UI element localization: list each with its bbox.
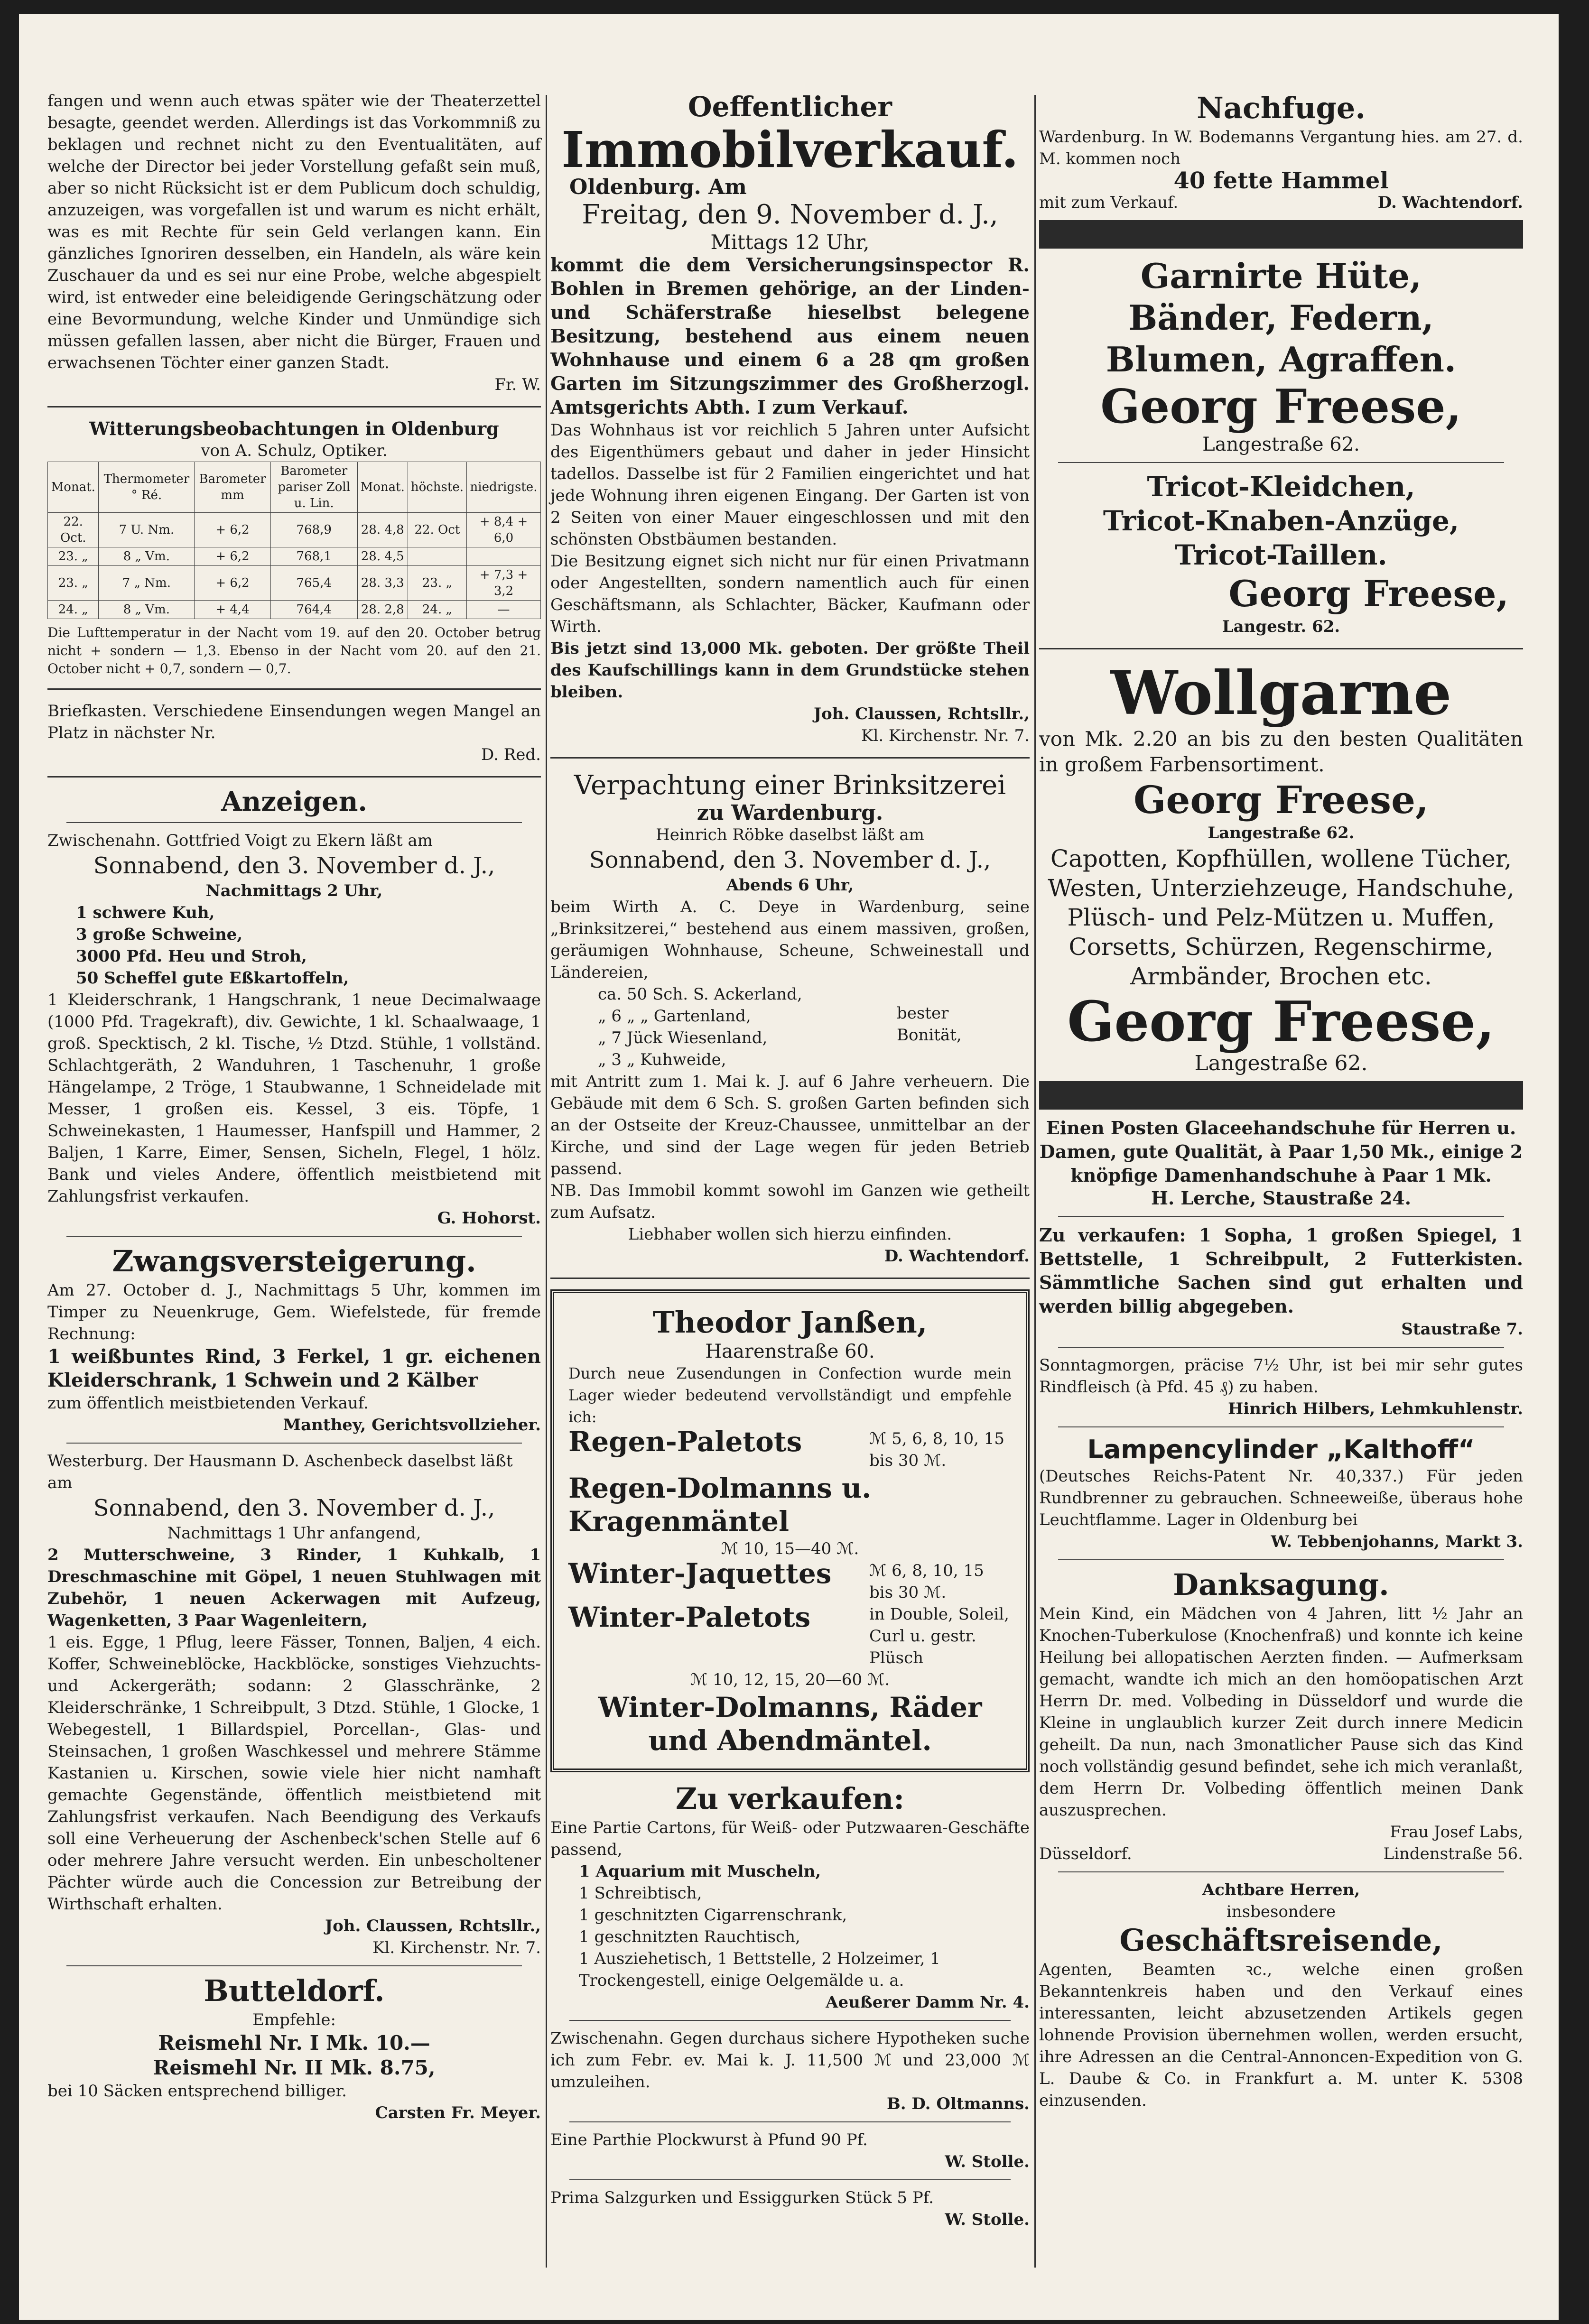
verpachtung-subtitle: zu Wardenburg. [697, 801, 883, 825]
ad-westerburg-address: Kl. Kirchenstr. Nr. 7. [372, 1938, 541, 1957]
weather-note: Die Lufttemperatur in der Nacht vom 19. auf den 20. October betrug nicht + sondern — 1,3. Ebenso in der Nacht vom 20. auf den 21. October nicht + 0,7, sondern — 0,7. [47, 625, 541, 676]
zwangsversteigerung-title: Zwangsversteigerung. [112, 1244, 476, 1278]
table-header: Barometer pariser Zoll u. Lin. [270, 462, 357, 513]
immobil-address: Kl. Kirchenstr. Nr. 7. [861, 726, 1030, 745]
janssen-address: Haarenstraße 60. [705, 1341, 875, 1362]
gurken-text: Prima Salzgurken und Essiggurken Stück 5 Pf. [550, 2188, 934, 2207]
divider [1058, 1426, 1504, 1427]
verpachtung-intro: Heinrich Röbke daselbst läßt am [656, 825, 924, 844]
column-1 [47, 90, 541, 2124]
divider [66, 1236, 522, 1237]
janssen-item: Regen-Dolmanns u. Kragenmäntel [568, 1472, 872, 1537]
table-header: Thermometer ° Ré. [99, 462, 195, 513]
wollgarne-title: Wollgarne [1110, 658, 1452, 728]
verpachtung-date: Sonnabend, den 3. November d. J., [589, 847, 991, 873]
list-item: 1 geschnitzten Cigarrenschrank, [579, 1906, 847, 1925]
danksagung-footer: Düsseldorf. Lindenstraße 56. [1039, 1844, 1523, 1863]
verpachtung-title: Verpachtung einer Brinksitzerei [574, 770, 1006, 801]
list-item: 1 Ausziehetisch, 1 Bettstelle, 2 Holzeimer, 1 Trockengestell, einige Oelgemälde u. a. [579, 1949, 940, 1990]
danksagung-title: Danksagung. [1173, 1567, 1389, 1602]
black-bar [1039, 1081, 1523, 1110]
ad-westerburg-text: 1 eis. Egge, 1 Pflug, leere Fässer, Tonnen, Baljen, 4 eich. Koffer, Schweineblöcke, Hackblöcke, sonstiges Viehzuchts- und Ackergeräth; sodann: 2 Glasschränke, 2 Kleiderschränke, 1 Schreibpult, 3 Dtzd. Stühle, 1 Glocke, 1 Webegestell, 1 Billardspiel, Porcellan-, Glas- und Steinsachen, 1 großen Waschkessel und mehrere Stämme Kastanien u. Kirschen, sowie viele hier nicht namhaft gemachte Gegenstände, öffentlich meistbietend mit Zahlungsfrist verkaufen. Nach Beendigung des Verkaufs soll eine Verheuerung der Aschenbeck'schen Stelle auf 6 oder mehrere Jahre versucht werden. Ein unbescholtener Pächter würde auch die Concession zur Betreibung der Wirthschaft erhalten. [47, 1633, 541, 1914]
plockwurst-signature: W. Stolle. [945, 2152, 1030, 2171]
table-header: höchste. [408, 462, 466, 513]
briefkasten: Briefkasten. Verschiedene Einsendungen wegen Mangel an Platz in nächster Nr. [47, 702, 541, 742]
divider [550, 1278, 1030, 1279]
janssen-ad-box [550, 1289, 1030, 1772]
freese-address: Langestraße 62. [1194, 1051, 1368, 1075]
briefkasten-signature: D. Red. [481, 745, 541, 764]
freese-address: Langestr. 62. [1222, 617, 1340, 636]
list-item: „ 6 „ „ Gartenland, [598, 1007, 751, 1026]
immobil-date: Freitag, den 9. November d. J., [582, 199, 998, 230]
theater-article: fangen und wenn auch etwas später wie der Theaterzettel besagte, geendet werden. Allerdings ist das Vorkommniß zu beklagen und rechnet nicht zu den Eventualitäten, auf welche der Director bei jeder Vorstellung gefaßt sein muß, aber so nicht Rücksicht ist er dem Publicum doch schuldig, anzuzeigen, was vorgefallen ist und warum es nicht erhält, was es mit Rechte für sein Geld verlangen kann. Ein gänzliches Ignoriren desselben, ein Handeln, als wäre kein Zuschauer da und es sei nur eine Probe, welche abgespielt wird, ist entweder eine beleidigende Geringschätzung oder eine Bevormundung, welche Kinder und Unmündige sich müssen gefallen lassen, aber nicht die Bürger, Frauen und erwachsenen Töchter einer ganzen Stadt. [47, 92, 541, 372]
immobil-bold-text: kommt die dem Versicherungsinspector R. Bohlen in Bremen gehörige, an der Linden- und Schäferstraße hieselbst belegene Besitzung, bestehend aus einem neuen Wohnhause und einem 6 a 28 qm großen Garten im Sitzungszimmer des Großherzogl. Amtsgerichts Abth. I zum Verkauf. [550, 254, 1030, 418]
geschaeftsreisende-title: Geschäftsreisende, [1119, 1923, 1443, 1958]
janssen-price: ℳ 10, 12, 15, 20—60 ℳ. [690, 1670, 890, 1689]
nachfuge-title: Nachfuge. [1197, 91, 1366, 125]
weather-table [47, 462, 541, 619]
zwangsversteigerung-signature: Manthey, Gerichtsvollzieher. [283, 1416, 541, 1435]
freese-address: Langestraße 62. [1202, 434, 1360, 455]
nachfuge-text: Wardenburg. In W. Bodemanns Vergantung hies. am 27. d. M. kommen noch [1039, 128, 1523, 168]
divider [47, 688, 541, 690]
sopha-text: Zu verkaufen: 1 Sopha, 1 großen Spiegel, 1 Bettstelle, 1 Schreibpult, 2 Futterkisten. Sämmtliche Sachen sind gut erhalten und werden billig abgegeben. [1039, 1224, 1523, 1317]
butteldorf-line: Reismehl Nr. I Mk. 10.— [158, 2031, 430, 2055]
rindfleisch-signature: Hinrich Hilbers, Lehmkuhlenstr. [1228, 1399, 1523, 1418]
immobil-time: Mittags 12 Uhr, [710, 231, 870, 254]
divider [1058, 1871, 1504, 1872]
nachfuge-footer: mit zum Verkauf. D. Wachtendorf. [1039, 193, 1523, 212]
table-row: 24. „ 8 „ Vm. + 4,4 764,4 28. 2,8 24. „ — [48, 601, 541, 619]
lampencylinder-signature: W. Tebbenjohanns, Markt 3. [1271, 1532, 1523, 1551]
divider [1058, 462, 1504, 463]
tricot-line: Tricot-Kleidchen, [1147, 471, 1415, 503]
zwangsversteigerung-items: 1 weißbuntes Rind, 3 Ferkel, 1 gr. eichenen Kleiderschrank, 1 Schwein und 2 Kälber [47, 1345, 541, 1391]
janssen-item: Winter-Dolmanns, Räder und Abendmäntel. [598, 1691, 982, 1757]
section-heading: Anzeigen. [221, 786, 367, 817]
weather-subtitle: von A. Schulz, Optiker. [201, 441, 388, 460]
janssen-price: ℳ 10, 15—40 ℳ. [721, 1539, 859, 1558]
sopha-signature: Staustraße 7. [1401, 1320, 1523, 1339]
divider [66, 1965, 522, 1966]
freese-name: Georg Freese, [1228, 573, 1509, 615]
freese-hats-line: Blumen, Agraffen. [1106, 339, 1457, 380]
divider [569, 2179, 1011, 2180]
verpachtung-nb: NB. Das Immobil kommt sowohl im Ganzen wie getheilt zum Aufsatz. [550, 1181, 1030, 1222]
geschaeft-heading: Achtbare Herren, [1202, 1880, 1360, 1899]
zwischenahn-signature: B. D. Oltmanns. [886, 2094, 1030, 2113]
immobilverkauf-title: Immobilverkauf. [561, 120, 1019, 179]
table-row: 23. „ 8 „ Vm. + 6,2 768,1 28. 4,5 [48, 547, 541, 566]
lampencylinder-title: Lampencylinder „Kalthoff“ [1087, 1435, 1475, 1464]
divider [569, 2020, 1011, 2021]
freese-hats-line: Garnirte Hüte, [1140, 256, 1422, 296]
zu-verkaufen-text: Eine Partie Cartons, für Weiß- oder Putzwaaren-Geschäfte passend, [550, 1818, 1030, 1859]
wollgarne-text: von Mk. 2.20 an bis zu den besten Qualitäten in großem Farbensortiment. [1039, 727, 1523, 776]
verpachtung-list [550, 983, 1030, 1071]
divider [1058, 1216, 1504, 1217]
lampencylinder-text: (Deutsches Reichs-Patent Nr. 40,337.) Für jeden Rundbrenner zu gebrauchen. Schneeweiße, überaus hohe Leuchtflamme. Lager in Oldenburg bei [1039, 1467, 1523, 1529]
verpachtung-signature: D. Wachtendorf. [884, 1247, 1030, 1266]
table-row: 23. „ 7 „ Nm. + 6,2 765,4 28. 3,3 23. „ + 7,3 + 3,2 [48, 566, 541, 601]
divider [66, 1443, 522, 1444]
ad-westerburg-time: Nachmittags 1 Uhr anfangend, [167, 1524, 421, 1543]
geschaeftsreisende-text: Agenten, Beamten ꝛc., welche einen großen Bekanntenkreis haben und den Verkauf eines interessanten, leicht abzusetzenden Artikels gegen lohnende Provision übernehmen wollen, werden ersucht, ihre Adressen an die Central-Annoncen-Expedition von G. L. Daube & Co. in Frankfurt a. M. unter K. 5308 einzusenden. [1039, 1960, 1523, 2110]
danksagung-text: Mein Kind, ein Mädchen von 4 Jahren, litt ½ Jahr an Knochen-Tuberkulose (Knochenfraß) und konnte ich keine Heilung bei allopatischen Aerzten finden. — Aufmerksam gemacht, wandte ich mich an den homöopatischen Arzt Herrn Dr. med. Volbeding in Düsseldorf und wurde die Kleine in unglaublich kurzer Zeit durch innere Medicin geheilt. Da nun, nach 3monatlicher Pause sich das Kind noch vollständig gesund befindet, sehe ich mich veranlaßt, dem Herrn Dr. Volbeding öffentlich meinen Dank auszusprechen. [1039, 1604, 1523, 1820]
immobil-text: Die Besitzung eignet sich nicht nur für einen Privatmann oder Angestellten, sondern namentlich auch für einen Geschäftsmann, als Schlachter, Bäcker, Kaufmann oder Wirth. [550, 552, 1030, 636]
janssen-name: Theodor Janßen, [652, 1305, 928, 1340]
table-header: Barometer mm [195, 462, 271, 513]
table-header: Monat. [357, 462, 408, 513]
list-item: ca. 50 Sch. S. Ackerland, [598, 985, 802, 1004]
list-item: 1 Aquarium mit Muscheln, [579, 1862, 821, 1881]
tricot-line: Tricot-Taillen. [1175, 539, 1387, 571]
tricot-line: Tricot-Knaben-Anzüge, [1103, 505, 1459, 537]
plockwurst-text: Eine Parthie Plockwurst à Pfund 90 Pf. [550, 2130, 868, 2149]
newspaper-page [19, 14, 1559, 2320]
verpachtung-time: Abends 6 Uhr, [726, 876, 854, 895]
list-item: 1 Schreibtisch, [579, 1884, 702, 1903]
freese-hats-line: Bänder, Federn, [1128, 297, 1434, 338]
divider [550, 757, 1030, 759]
zwangsversteigerung-text: Am 27. October d. J., Nachmittags 5 Uhr, kommen im Timper zu Neuenkruge, Gem. Wiefelstede, für fremde Rechnung: [47, 1281, 541, 1343]
nachfuge-big: 40 fette Hammel [1173, 167, 1389, 194]
black-bar [1039, 220, 1523, 249]
column-2 [550, 90, 1030, 2231]
list-item: „ 3 „ Kuhweide, [598, 1050, 726, 1069]
list-item: 3000 Pfd. Heu und Stroh, [76, 947, 307, 966]
list-item: 50 Scheffel gute Eßkartoffeln, [76, 969, 349, 988]
freese-name: Georg Freese, [1067, 990, 1495, 1054]
zu-verkaufen-title: Zu verkaufen: [675, 1781, 905, 1816]
geschaeft-subheading: insbesondere [1226, 1902, 1336, 1921]
glace-text: Einen Posten Glaceehandschuhe für Herren u. Damen, gute Qualität, à Paar 1,50 Mk., einige 2 knöpfige Damenhandschuhe à Paar 1 Mk. [1039, 1117, 1523, 1186]
divider [1058, 1559, 1504, 1560]
freese-name: Georg Freese, [1100, 380, 1462, 434]
article-signature: Fr. W. [494, 375, 541, 394]
list-item: 1 geschnitzten Rauchtisch, [579, 1927, 800, 1946]
butteldorf-signature: Carsten Fr. Meyer. [375, 2103, 541, 2122]
janssen-item: Regen-Paletots ℳ 5, 6, 8, 10, 15 bis 30 ℳ. [568, 1426, 1005, 1470]
ad-voigt-intro: Zwischenahn. Gottfried Voigt zu Ekern läßt am [47, 831, 433, 850]
ad-voigt-time: Nachmittags 2 Uhr, [205, 881, 383, 900]
immobil-signature: Joh. Claussen, Rchtsllr., [813, 704, 1030, 723]
capotten-text: Capotten, Kopfhüllen, wollene Tücher, Westen, Unterziehzeuge, Handschuhe, Plüsch- und Pelz-Mützen u. Muffen, Corsetts, Schürzen, Regenschirme, Armbänder, Brochen etc. [1048, 845, 1515, 990]
butteldorf-empfehle: Empfehle: [252, 2010, 336, 2029]
ad-voigt-date: Sonnabend, den 3. November d. J., [93, 852, 495, 879]
butteldorf-line: Reismehl Nr. II Mk. 8.75, [153, 2056, 436, 2079]
zwangsversteigerung-end: zum öffentlich meistbietenden Verkauf. [47, 1394, 369, 1413]
janssen-item: Winter-Jaquettes ℳ 6, 8, 10, 15 bis 30 ℳ. [568, 1557, 984, 1602]
zu-verkaufen-signature: Aeußerer Damm Nr. 4. [826, 1993, 1030, 2012]
freese-name: Georg Freese, [1134, 778, 1429, 822]
list-item: „ 7 Jück Wiesenland, [598, 1028, 768, 1047]
column-divider [1034, 95, 1036, 2268]
butteldorf-title: Butteldorf. [204, 1973, 385, 2008]
ad-voigt-text: 1 Kleiderschrank, 1 Hangschrank, 1 neue Decimalwaage (1000 Pfd. Tragekraft), div. Gewichte, 1 kl. Schaalwaage, 1 groß. Specktisch, 2 kl. Tische, ½ Dtzd. Stühle, 1 vollständ. Schlachtgeräth, 2 Wanduhren, 1 Taschenuhr, 1 große Hängelampe, 2 Tröge, 1 Staubwanne, 1 Schneidelade mit Messer, 1 großen eis. Kessel, 3 eis. Töpfe, 1 Schweinekasten, 1 Haumesser, Hanfspill und Hammer, 2 Baljen, 1 Karre, Eimer, Sensen, Sicheln, Flegel, 1 hölz. Bank und vieles Andere, öffentlich meistbietend mit Zahlungsfrist verkaufen. [47, 991, 541, 1206]
immobil-text: Das Wohnhaus ist vor reichlich 5 Jahren unter Aufsicht des Eigenthümers gebaut und daher in jeder Hinsicht tadellos. Dasselbe ist für 2 Familien eingerichtet und hat jede Wohnung ihren eigenen Eingang. Der Garten ist von 2 Seiten von einer Mauer eingeschlossen und mit den schönsten Obstbäumen bestanden. [550, 421, 1030, 549]
verpachtung-note: Liebhaber wollen sich hierzu einfinden. [628, 1225, 952, 1244]
verpachtung-bonitaet: bester Bonität, [897, 1004, 962, 1045]
verpachtung-text: mit Antritt zum 1. Mai k. J. auf 6 Jahre verheuern. Die Gebäude mit dem 6 Sch. S. großen Garten befinden sich an der Ostseite der Kreuz-Chaussee, unmittelbar an der Kirche, und sind der Lage wegen für jeden Betrieb passend. [550, 1072, 1030, 1178]
ad-westerburg-intro: Westerburg. Der Hausmann D. Aschenbeck daselbst läßt am [47, 1452, 513, 1492]
gurken-signature: W. Stolle. [945, 2210, 1030, 2229]
ad-westerburg-bold: 2 Mutterschweine, 3 Rinder, 1 Kuhkalb, 1 Dreschmaschine mit Göpel, 1 neuen Stuhlwagen mit Zubehör, 1 neuen Ackerwagen mit Aufzeug, Wagenketten, 3 Paar Wagenleitern, [47, 1546, 541, 1630]
divider [1039, 648, 1523, 649]
danksagung-signature: Frau Josef Labs, [1390, 1823, 1523, 1842]
divider [66, 822, 522, 823]
butteldorf-note: bei 10 Säcken entsprechend billiger. [47, 2082, 347, 2101]
immobil-place: Oldenburg. Am [569, 175, 747, 199]
weather-title: Witterungsbeobachtungen in Oldenburg [89, 418, 499, 439]
table-header: Monat. [48, 462, 99, 513]
list-item: 1 schwere Kuh, [76, 903, 215, 922]
divider [47, 776, 541, 778]
ad-westerburg-signature: Joh. Claussen, Rchtsllr., [325, 1917, 541, 1935]
ad-westerburg-date: Sonnabend, den 3. November d. J., [93, 1495, 495, 1521]
ad-voigt-signature: G. Hohorst. [437, 1209, 541, 1228]
janssen-text: Durch neue Zusendungen in Confection wurde mein Lager wieder bedeutend vervollständigt und empfehle ich: [568, 1364, 1012, 1426]
column-divider [546, 95, 547, 2268]
table-row: 22. Oct. 7 U. Nm. + 6,2 768,9 28. 4,8 22. Oct + 8,4 + 6,0 [48, 513, 541, 547]
janssen-item: Winter-Paletots in Double, Soleil, Curl u. gestr. Plüsch [568, 1601, 1009, 1667]
column-3 [1039, 90, 1523, 2111]
divider [1058, 1347, 1504, 1348]
glace-signature: H. Lerche, Staustraße 24. [1151, 1187, 1411, 1209]
divider [569, 2121, 1011, 2122]
zwischenahn-text: Zwischenahn. Gegen durchaus sichere Hypotheken suche ich zum Febr. ev. Mai k. J. 11,500 ℳ und 23,000 ℳ umzuleihen. [550, 2029, 1030, 2092]
verpachtung-text: beim Wirth A. C. Deye in Wardenburg, seine „Brinksitzerei,“ bestehend aus einem massiven, großen, geräumigen Wohnhause, Scheune, Schweinestall und Ländereien, [550, 898, 1030, 982]
table-header: niedrigste. [467, 462, 541, 513]
oeffentlicher-heading: Oeffentlicher [688, 91, 892, 123]
divider [47, 406, 541, 407]
immobil-price: Bis jetzt sind 13,000 Mk. geboten. Der größte Theil des Kaufschillings kann in dem Grundstücke stehen bleiben. [550, 639, 1030, 702]
freese-address: Langestraße 62. [1208, 824, 1355, 843]
list-item: 3 große Schweine, [76, 925, 243, 944]
rindfleisch-text: Sonntagmorgen, präcise 7½ Uhr, ist bei mir sehr gutes Rindfleisch (à Pfd. 45 ₰) zu haben. [1039, 1356, 1523, 1397]
